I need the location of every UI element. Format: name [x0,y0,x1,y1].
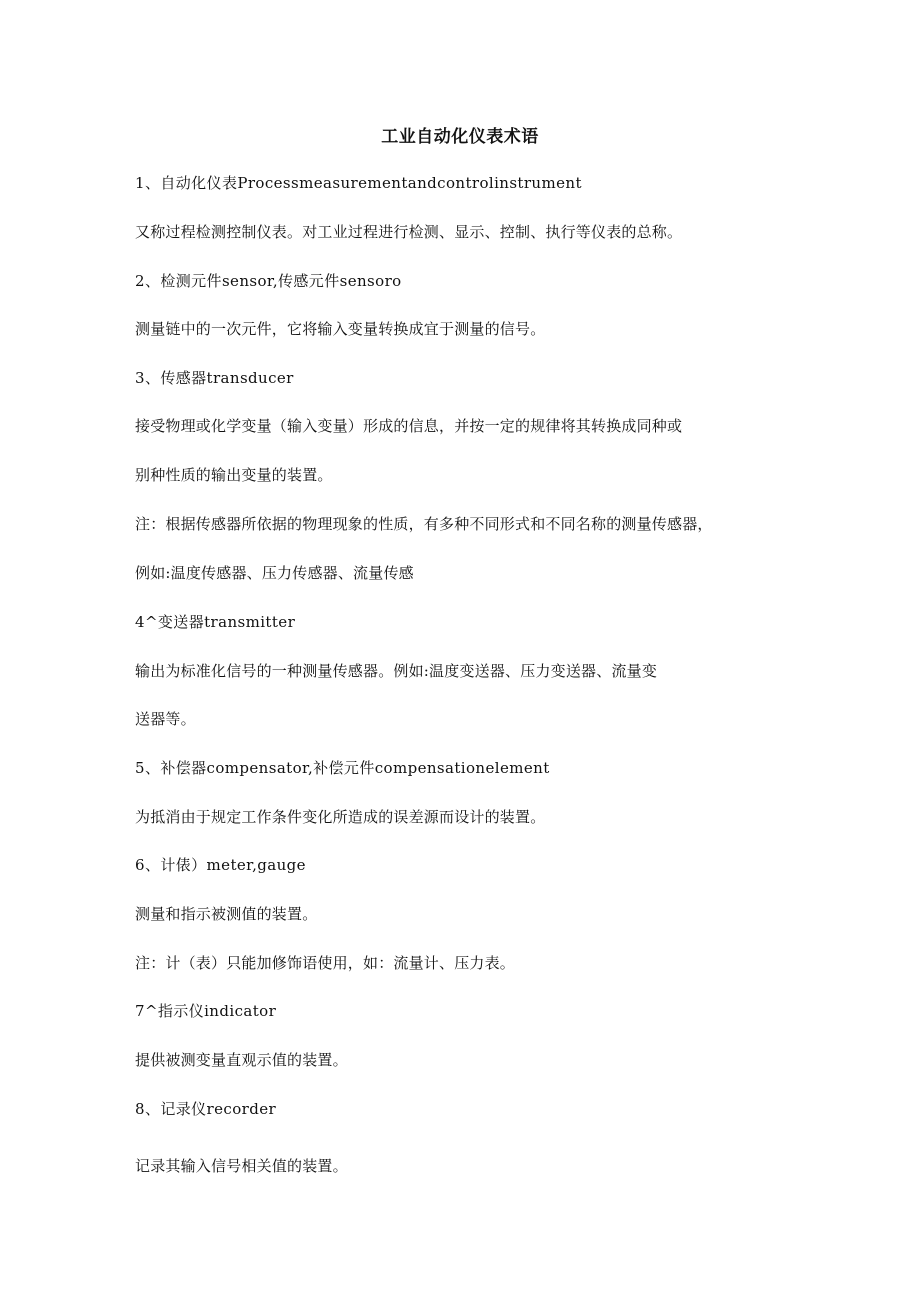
document-title: 工业自动化仪表术语 [381,127,539,147]
term-definition-7: 提供被测变量直观示值的装置。 [135,1051,348,1069]
term-note-6: 注：计（表）只能加修饰语使用，如：流量计、压力表。 [135,954,516,972]
term-note-3-line-2: 例如:温度传感器、压力传感器、流量传感 [135,564,414,582]
term-heading-7: 7^指示仪indicator [135,1002,277,1020]
term-definition-2: 测量链中的一次元件，它将输入变量转换成宜于测量的信号。 [135,320,546,338]
term-definition-3-line-1: 接受物理或化学变量（输入变量）形成的信息，并按一定的规律将其转换成同种或 [135,417,683,435]
term-note-3-line-1: 注：根据传感器所依据的物理现象的性质，有多种不同形式和不同名称的测量传感器， [135,515,713,533]
term-definition-4-line-2: 送器等。 [135,710,196,728]
term-definition-1: 又称过程检测控制仪表。对工业过程进行检测、显示、控制、执行等仪表的总称。 [135,223,683,241]
term-definition-5: 为抵消由于规定工作条件变化所造成的误差源而设计的装置。 [135,808,546,826]
term-heading-8: 8、记录仪recorder [135,1100,277,1118]
term-definition-3-line-2: 别种性质的输出变量的装置。 [135,466,333,484]
term-definition-6: 测量和指示被测值的装置。 [135,905,318,923]
term-heading-3: 3、传感器transducer [135,369,294,387]
term-heading-1: 1、自动化仪表Processmeasurementandcontrolinstrument [135,174,582,192]
term-heading-4: 4^变送器transmitter [135,613,296,631]
term-heading-6: 6、计俵）meter,gauge [135,856,306,874]
term-heading-5: 5、补偿器compensator,补偿元件compensationelement [135,759,550,777]
term-heading-2: 2、检测元件sensor,传感元件sensoro [135,272,402,290]
term-definition-8: 记录其输入信号相关值的装置。 [135,1157,348,1175]
term-definition-4-line-1: 输出为标准化信号的一种测量传感器。例如:温度变送器、压力变送器、流量变 [135,662,658,680]
